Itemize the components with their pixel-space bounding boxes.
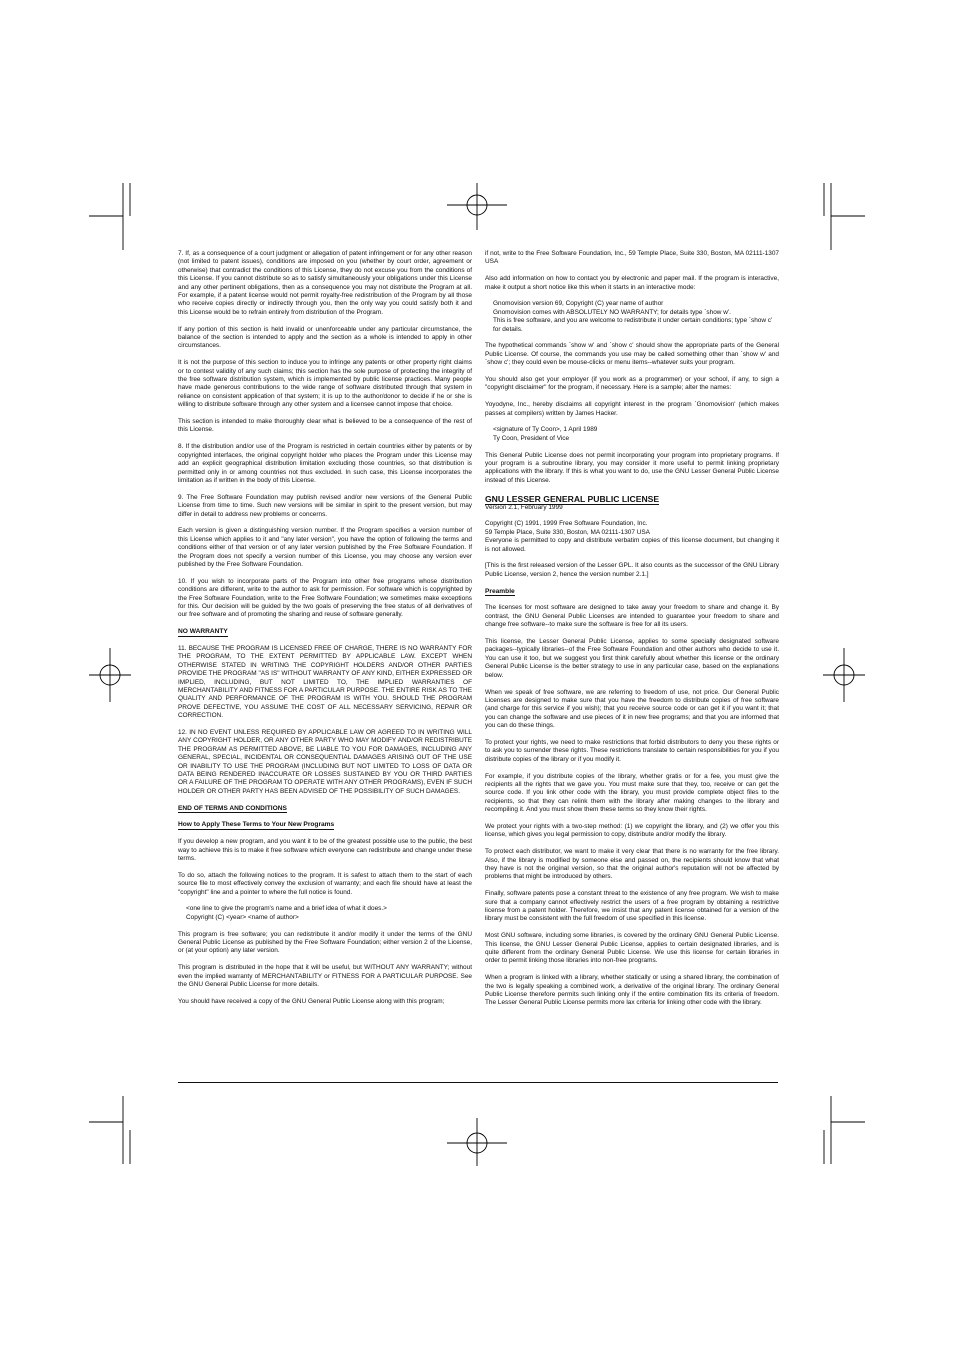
indented-sample: <one line to give the program's name and a brief idea of what it does.> Copyright (C) <year> <name of author>	[186, 905, 387, 921]
paragraph: 11. BECAUSE THE PROGRAM IS LICENSED FREE OF CHARGE, THERE IS NO WARRANTY FOR THE PROGRAM, TO THE EXTENT PERMITTED BY APPLICABLE LAW. EXCEPT WHEN OTHERWISE STATED IN WRITING THE COPYRIGHT HOLDERS AND/OR OTHER PARTIES PROVIDE THE PROGRAM "AS IS" WITHOUT WARRANTY OF ANY KIND, EITHER EXPRESSED OR IMPLIED, INCLUDING, BUT NOT LIMITED TO, THE IMPLIED WARRANTIES OF MERCHANTABILITY AND FITNESS FOR A PARTICULAR PURPOSE. THE ENTIRE RISK AS TO THE QUALITY AND PERFORMANCE OF THE PROGRAM IS WITH YOU. SHOULD THE PROGRAM PROVE DEFECTIVE, YOU ASSUME THE COST OF ALL NECESSARY SERVICING, REPAIR OR CORRECTION.	[178, 644, 472, 720]
left-column	[178, 250, 472, 1015]
crop-mark-bottom-left	[89, 1096, 130, 1164]
paragraph: Yoyodyne, Inc., hereby disclaims all copyright interest in the program `Gnomovision' (which makes passes at compilers) written by James Hacker.	[485, 401, 779, 417]
section-heading-text: Preamble	[485, 587, 515, 595]
paragraph: 9. The Free Software Foundation may publish revised and/or new versions of the General Public License from time to time. Such new versions will be similar in spirit to the present version, but may differ in detail to address new problems or concerns.	[178, 493, 472, 518]
paragraph: You should also get your employer (if you work as a programmer) or your school, if any, to sign a "copyright disclaimer" for the program, if necessary. Here is a sample; alter the names:	[485, 376, 779, 392]
section-heading-text: How to Apply These Terms to Your New Programs	[178, 821, 335, 829]
paragraph: When a program is linked with a library, whether statically or using a shared library, the combination of the two is legally speaking a combined work, a derivative of the original library. The ordinary General Public License therefore permits such linking only if the entire combination fits its criteria of freedom. The Lesser General Public License permits more lax criteria for linking other code with the library.	[485, 974, 779, 1007]
section-heading	[178, 821, 472, 829]
paragraph: For example, if you distribute copies of the library, whether gratis or for a fee, you must give the recipients all the rights that we gave you. You must make sure that they, too, receive or can get the source code. If you link other code with the library, you must provide complete object files to the recipients, so that they can relink them with the library after making changes to the library and recompiling it. And you must show them these terms so they know their rights.	[485, 772, 779, 814]
paragraph: 8. If the distribution and/or use of the Program is restricted in certain countries either by patents or by copyrighted interfaces, the original copyright holder who places the Program under this License may add an explicit geographical distribution limitation excluding those countries, so that distribution is permitted only in or among countries not thus excluded. In such case, this License incorporates the limitation as if written in the body of this License.	[178, 443, 472, 484]
paragraph: When we speak of free software, we are referring to freedom of use, not price. Our General Public Licenses are designed to make sure that you have the freedom to distribute copies of free software (and charge for this service if you wish); that you receive source code or can get it if you want it; that you can change the software and use pieces of it in new free programs; and that you are informed that you can do these things.	[485, 688, 779, 730]
crop-mark-top-left	[89, 183, 130, 250]
paragraph: The licenses for most software are designed to take away your freedom to share and change it. By contrast, the GNU General Public Licenses are intended to guarantee your freedom to share and change free software--to make sure the software is free for all its users.	[485, 604, 779, 629]
paragraph: This General Public License does not permit incorporating your program into proprietary programs. If your program is a subroutine library, you may consider it more useful to permit linking proprietary applications with the library. If this is what you want to do, use the GNU Lesser General Public License instead of this License.	[485, 451, 779, 484]
paragraph: You should have received a copy of the GNU General Public License along with this program;	[178, 997, 445, 1005]
crop-mark-bottom-right	[824, 1096, 865, 1164]
paragraph: To do so, attach the following notices to the program. It is safest to attach them to the start of each source file to most effectively convey the exclusion of warranty; and each file should have at least the "copyright" line and a pointer to where the full notice is found.	[178, 871, 472, 896]
paragraph: This program is distributed in the hope that it will be useful, but WITHOUT ANY WARRANTY; without even the implied warranty of MERCHANTABILITY or FITNESS FOR A PARTICULAR PURPOSE. See the GNU General Public License for more details.	[178, 964, 472, 989]
paragraph: This section is intended to make thoroughly clear what is believed to be a consequence of the rest of this License.	[178, 418, 472, 434]
paragraph: The hypothetical commands `show w' and `show c' should show the appropriate parts of the General Public License. Of course, the commands you use may be called something other than `show w' and `show c'; they could even be mouse-clicks or menu items--whatever suits your program.	[485, 342, 779, 367]
registration-mark-bottom	[447, 1118, 507, 1166]
paragraph: This license, the Lesser General Public License, applies to some specially designated software packages--typically libraries--of the Free Software Foundation and other authors who decide to use it. You can use it too, but we suggest you first think carefully about whether this license or the ordinary General Public License is the better strategy to use in any particular case, based on the explanations below.	[485, 638, 779, 679]
paragraph: We protect your rights with a two-step method: (1) we copyright the library, and (2) we offer you this license, which gives you legal permission to copy, distribute and/or modify the library.	[485, 822, 779, 839]
bottom-rule	[178, 1082, 778, 1083]
paragraph: If you develop a new program, and you want it to be of the greatest possible use to the public, the best way to achieve this is to make it free software which everyone can redistribute and change under these terms.	[178, 838, 472, 863]
paragraph: Version 2.1, February 1999	[485, 503, 563, 511]
paragraph: Each version is given a distinguishing version number. If the Program specifies a version number of this License which applies to it and "any later version", you have the option of following the terms and conditions either of that version or of any later version published by the Free Software Foundation. If the Program does not specify a version number of this License, you may choose any version ever published by the Free Software Foundation.	[178, 527, 472, 568]
license-title-text: GNU LESSER GENERAL PUBLIC LICENSE	[485, 493, 660, 504]
section-heading-text: NO WARRANTY	[178, 628, 228, 636]
section-heading-text: END OF TERMS AND CONDITIONS	[178, 804, 287, 812]
paragraph: [This is the first released version of the Lesser GPL. It also counts as the successor of the GNU Library Public License, version 2, hence the version number 2.1.]	[485, 562, 779, 578]
paragraph: Finally, software patents pose a constant threat to the existence of any free program. We wish to make sure that a company cannot effectively restrict the users of a free program by obtaining a restrictive license from a patent holder. Therefore, we insist that any patent license obtained for a version of the library must be consistent with the full freedom of use specified in this license.	[485, 890, 779, 923]
section-heading	[485, 588, 779, 596]
license-title	[485, 494, 779, 504]
paragraph: This program is free software; you can redistribute it and/or modify it under the terms of the GNU General Public License as published by the Free Software Foundation; either version 2 of the License, or (at your option) any later version.	[178, 930, 472, 955]
paragraph: To protect each distributor, we want to make it very clear that there is no warranty for the free library. Also, if the library is modified by someone else and passed on, the recipients should know that what they have is not the original version, so that the original author's reputation will not be affected by problems that might be introduced by others.	[485, 848, 779, 881]
paragraph: 10. If you wish to incorporate parts of the Program into other free programs whose distribution conditions are different, write to the author to ask for permission. For software which is copyrighted by the Free Software Foundation, write to the Free Software Foundation; we sometimes make exceptions for this. Our decision will be guided by the two goals of preserving the free status of all derivatives of our free software and of promoting the sharing and reuse of software generally.	[178, 577, 472, 619]
section-heading	[178, 805, 472, 813]
indented-sample: <signature of Ty Coon>, 1 April 1989 Ty Coon, President of Vice	[493, 426, 598, 442]
section-heading	[178, 628, 472, 636]
paragraph: Most GNU software, including some libraries, is covered by the ordinary GNU General Public License. This license, the GNU Lesser General Public License, applies to certain designated libraries, and is quite different from the ordinary General Public License. We use this license for certain libraries in order to permit linking those libraries into non-free programs.	[485, 932, 779, 965]
right-column	[485, 250, 779, 1016]
registration-mark-left	[89, 648, 131, 702]
paragraph: Copyright (C) 1991, 1999 Free Software Foundation, Inc. 59 Temple Place, Suite 330, Boston, MA 02111-1307 USA Everyone is permitted to copy and distribute verbatim copies of this license document, but changing it is not allowed.	[485, 520, 779, 553]
paragraph: It is not the purpose of this section to induce you to infringe any patents or other property right claims or to contest validity of any such claims; this section has the sole purpose of protecting the integrity of the free software distribution system, which is implemented by public license practices. Many people have made generous contributions to the wide range of software distributed through that system in reliance on consistent application of that system; it is up to the author/donor to decide if he or she is willing to distribute software through any other system and a licensee cannot impose that choice.	[178, 359, 472, 409]
crop-mark-top-right	[824, 183, 865, 250]
paragraph: 12. IN NO EVENT UNLESS REQUIRED BY APPLICABLE LAW OR AGREED TO IN WRITING WILL ANY COPYRIGHT HOLDER, OR ANY OTHER PARTY WHO MAY MODIFY AND/OR REDISTRIBUTE THE PROGRAM AS PERMITTED ABOVE, BE LIABLE TO YOU FOR DAMAGES, INCLUDING ANY GENERAL, SPECIAL, INCIDENTAL OR CONSEQUENTIAL DAMAGES ARISING OUT OF THE USE OR INABILITY TO USE THE PROGRAM (INCLUDING BUT NOT LIMITED TO LOSS OF DATA OR DATA BEING RENDERED INACCURATE OR LOSSES SUSTAINED BY YOU OR THIRD PARTIES OR A FAILURE OF THE PROGRAM TO OPERATE WITH ANY OTHER PROGRAMS), EVEN IF SUCH HOLDER OR OTHER PARTY HAS BEEN ADVISED OF THE POSSIBILITY OF SUCH DAMAGES.	[178, 729, 472, 795]
registration-mark-top	[447, 183, 507, 230]
paragraph: if not, write to the Free Software Foundation, Inc., 59 Temple Place, Suite 330, Boston, MA 02111-1307 USA	[485, 250, 779, 266]
registration-mark-right	[823, 648, 865, 702]
paragraph: To protect your rights, we need to make restrictions that forbid distributors to deny you these rights or to ask you to surrender these rights. These restrictions translate to certain responsibilities for you if you distribute copies of the library or if you modify it.	[485, 738, 779, 763]
paragraph: If any portion of this section is held invalid or unenforceable under any particular circumstance, the balance of the section is intended to apply and the section as a whole is intended to apply in other circumstances.	[178, 325, 472, 350]
paragraph: Also add information on how to contact you by electronic and paper mail. If the program is interactive, make it output a short notice like this when it starts in an interactive mode:	[485, 275, 779, 291]
paragraph: 7. If, as a consequence of a court judgment or allegation of patent infringement or for any other reason (not limited to patent issues), conditions are imposed on you (whether by court order, agreement or otherwise) that contradict the conditions of this License, they do not excuse you from the conditions of this License. If you cannot distribute so as to satisfy simultaneously your obligations under this License and any other pertinent obligations, then as a consequence you may not distribute the Program at all. For example, if a patent license would not permit royalty-free redistribution of the Program by all those who receive copies directly or indirectly through you, then the only way you could satisfy both it and this License would be to refrain entirely from distribution of the Program.	[178, 250, 472, 316]
indented-sample: Gnomovision version 69, Copyright (C) year name of author Gnomovision comes with ABSOLUTELY NO WARRANTY; for details type `show w'. This is free software, and you are welcome to redistribute it under certain conditions; type `show c' for details.	[493, 300, 773, 333]
